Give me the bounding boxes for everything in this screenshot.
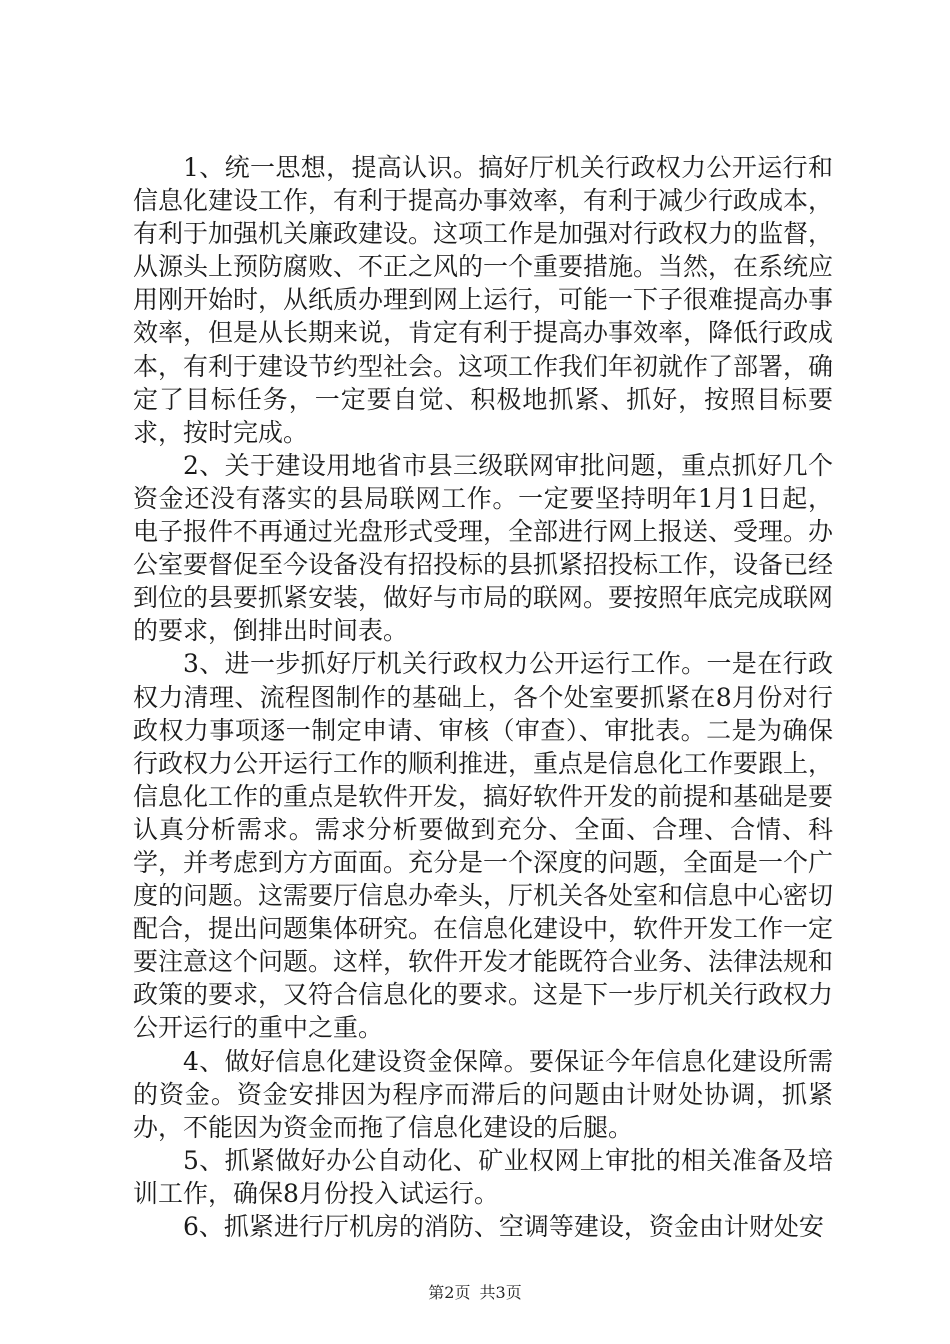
paragraph-3: 3、进一步抓好厅机关行政权力公开运行工作。一是在行政权力清理、流程图制作的基础上，各个处室要抓紧在8月份对行政权力事项逐一制定申请、审核（审查）、审批表。二是为确保行政权力公开运行工作的顺利推进，重点是信息化工作要跟上，信息化工作的重点是软件开发，搞好软件开发的前提和基础是要认真分析需求。需求分析要做到充分、全面、合理、合情、科学，并考虑到方方面面。充分是一个深度的问题，全面是一个广度的问题。这需要厅信息办牵头，厅机关各处室和信息中心密切配合，提出问题集体研究。在信息化建设中，软件开发工作一定要注意这个问题。这样，软件开发才能既符合业务、法律法规和政策的要求，又符合信息化的要求。这是下一步厅机关行政权力公开运行的重中之重。: [133, 649, 834, 1043]
paragraph-2: 2、关于建设用地省市县三级联网审批问题，重点抓好几个资金还没有落实的县局联网工作。一定要坚持明年1月1日起，电子报件不再通过光盘形式受理，全部进行网上报送、受理。办公室要督促至今设备没有招投标的县抓紧招投标工作，设备已经到位的县要抓紧安装，做好与市局的联网。要按照年底完成联网的要求，倒排出时间表。: [133, 450, 834, 646]
document-body: [133, 151, 833, 1243]
page-total: 共3页: [479, 1283, 522, 1302]
page-footer: [0, 1280, 950, 1303]
paragraph-6: 6、抓紧进行厅机房的消防、空调等建设，资金由计财处安: [183, 1212, 824, 1241]
paragraph-1: 1、统一思想，提高认识。搞好厅机关行政权力公开运行和信息化建设工作，有利于提高办事效率，有利于减少行政成本，有利于加强机关廉政建设。这项工作是加强对行政权力的监督，从源头上预防腐败、不正之风的一个重要措施。当然，在系统应用刚开始时，从纸质办理到网上运行，可能一下子很难提高办事效率，但是从长期来说，肯定有利于提高办事效率，降低行政成本，有利于建设节约型社会。这项工作我们年初就作了部署，确定了目标任务，一定要自觉、积极地抓紧、抓好，按照目标要求，按时完成。: [133, 153, 834, 447]
paragraph-4: 4、做好信息化建设资金保障。要保证今年信息化建设所需的资金。资金安排因为程序而滞后的问题由计财处协调，抓紧办，不能因为资金而拖了信息化建设的后腿。: [133, 1046, 833, 1142]
page-number: 第2页: [428, 1283, 471, 1302]
paragraph-5: 5、抓紧做好办公自动化、矿业权网上审批的相关准备及培训工作，确保8月份投入试运行。: [133, 1145, 833, 1208]
